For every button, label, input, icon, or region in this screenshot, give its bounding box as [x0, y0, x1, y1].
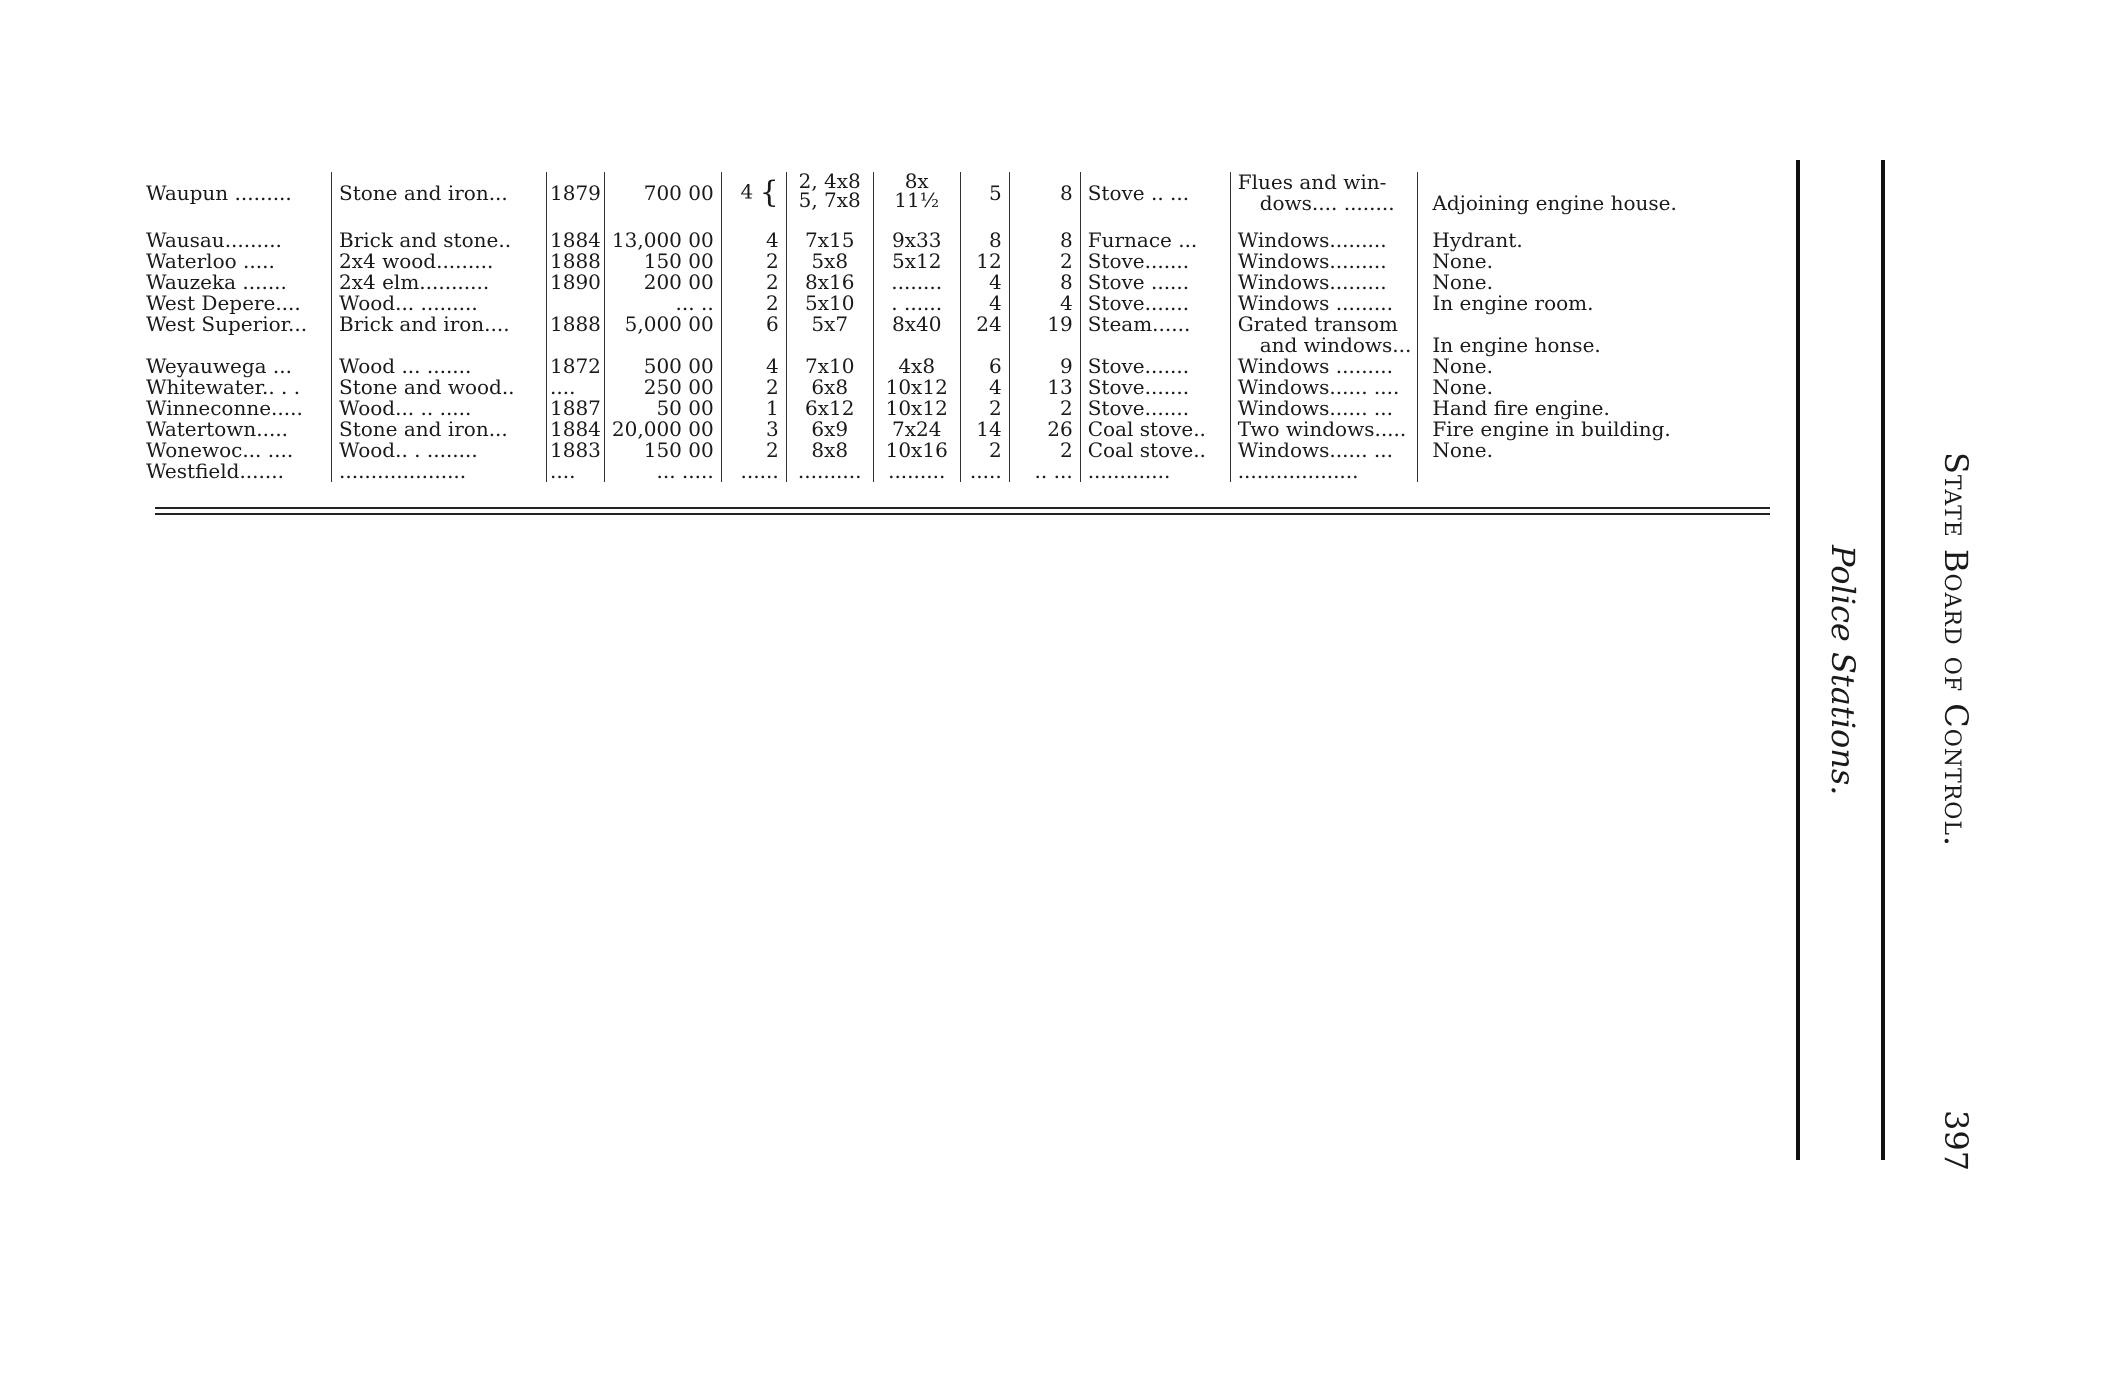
size-b-cell: 10x12 — [873, 377, 960, 398]
heating-cell: Steam...... — [1080, 314, 1230, 356]
count-a-cell: 4 — [960, 293, 1009, 314]
remarks-cell: In engine room. — [1418, 293, 1740, 314]
ventilation-cell: Windows...... ... — [1230, 440, 1418, 461]
remarks-cell: None. — [1418, 272, 1740, 293]
remarks-cell: Adjoining engine house. — [1418, 172, 1740, 216]
count-b-cell: 4 — [1009, 293, 1080, 314]
size-b-cell: 9x33 — [873, 230, 960, 251]
count-a-cell: 14 — [960, 419, 1009, 440]
material-cell: Wood... ......... — [332, 293, 547, 314]
table-bottom-rule-thin — [155, 513, 1770, 515]
size-b-line2: 11½ — [894, 188, 940, 212]
place-cell: Westfield....... — [146, 459, 284, 483]
count-b-cell: 8 — [1009, 172, 1080, 216]
ventilation-cell: Two windows..... — [1230, 419, 1418, 440]
place-cell: West Depere.... — [146, 291, 301, 315]
year-cell: 1888 — [547, 314, 605, 356]
table-row — [142, 172, 1739, 216]
count-a-cell: 12 — [960, 251, 1009, 272]
place-cell: Winneconne..... — [146, 396, 303, 420]
remarks-cell: None. — [1418, 251, 1740, 272]
remarks-cell: None. — [1418, 377, 1740, 398]
size-a-line2: 5, 7x8 — [798, 188, 861, 212]
ventilation-cell: Windows ......... — [1230, 293, 1418, 314]
size-a-cell: 6x8 — [786, 377, 873, 398]
place-cell: Wausau......... — [146, 228, 282, 252]
material-cell: Brick and stone.. — [332, 230, 547, 251]
rooms-cell: 2 — [721, 272, 786, 293]
table-bottom-rule — [155, 507, 1770, 509]
heating-cell: Stove....... — [1080, 398, 1230, 419]
heating-cell: Coal stove.. — [1080, 419, 1230, 440]
rooms-cell: 6 — [721, 314, 786, 356]
material-cell: Brick and iron.... — [332, 314, 547, 356]
material-cell: 2x4 elm........... — [332, 272, 547, 293]
count-a-cell: 5 — [960, 172, 1009, 216]
material-cell: Stone and wood.. — [332, 377, 547, 398]
size-b-cell: . ...... — [873, 293, 960, 314]
ventilation-line2: and windows... — [1259, 333, 1412, 357]
year-cell: 1887 — [547, 398, 605, 419]
rooms-cell: 2 — [721, 293, 786, 314]
ventilation-cell: Windows...... ... — [1230, 398, 1418, 419]
cost-cell: 5,000 00 — [604, 314, 721, 356]
heating-cell: Stove....... — [1080, 251, 1230, 272]
count-a-cell: 6 — [960, 356, 1009, 377]
place-cell: Weyauwega ... — [146, 354, 292, 378]
count-b-cell: 13 — [1009, 377, 1080, 398]
heating-cell: Stove....... — [1080, 377, 1230, 398]
count-b-cell: 2 — [1009, 398, 1080, 419]
cost-cell: 13,000 00 — [604, 230, 721, 251]
size-a-cell — [786, 169, 873, 216]
remarks-cell: Hydrant. — [1418, 230, 1740, 251]
rooms-value: 4 — [740, 179, 754, 204]
heating-cell: ............. — [1080, 461, 1230, 482]
rooms-cell: 2 — [721, 440, 786, 461]
size-a-cell: 5x10 — [786, 293, 873, 314]
year-cell: 1890 — [547, 272, 605, 293]
size-b-cell: ........ — [873, 272, 960, 293]
section-title: Police Stations. — [1824, 545, 1862, 796]
margin-rule-left — [1796, 160, 1800, 1160]
size-a-cell: 5x8 — [786, 251, 873, 272]
margin-rule-right — [1881, 160, 1885, 1160]
rooms-cell — [721, 172, 786, 216]
cost-cell: ... .. — [604, 293, 721, 314]
size-a-cell: 5x7 — [786, 314, 873, 356]
place-cell: Whitewater.. . . — [146, 375, 301, 399]
cost-cell: 150 00 — [604, 251, 721, 272]
ventilation-line1: Flues and win- — [1237, 170, 1387, 194]
year-cell: 1884 — [547, 230, 605, 251]
table-row — [142, 251, 1739, 272]
cost-cell: 200 00 — [604, 272, 721, 293]
size-b-cell: 8x40 — [873, 314, 960, 356]
count-a-cell: 24 — [960, 314, 1009, 356]
count-b-cell: .. ... — [1009, 461, 1080, 482]
size-b-cell: 4x8 — [873, 356, 960, 377]
remarks-cell: None. — [1418, 440, 1740, 461]
material-cell: Stone and iron... — [332, 172, 547, 216]
material-cell: Stone and iron... — [332, 419, 547, 440]
material-cell: Wood ... ....... — [332, 356, 547, 377]
material-cell: .................... — [332, 461, 547, 482]
cost-cell: 150 00 — [604, 440, 721, 461]
count-a-cell: 4 — [960, 377, 1009, 398]
table-row — [142, 377, 1739, 398]
year-cell: 1888 — [547, 251, 605, 272]
size-b-cell — [873, 169, 960, 216]
police-stations-table — [142, 169, 1739, 483]
year-cell: .... — [547, 377, 605, 398]
year-cell — [547, 293, 605, 314]
rooms-cell: 1 — [721, 398, 786, 419]
size-a-cell: 7x10 — [786, 356, 873, 377]
heating-cell: Coal stove.. — [1080, 440, 1230, 461]
rooms-cell: ...... — [721, 461, 786, 482]
place-cell: Watertown..... — [146, 417, 289, 441]
count-b-cell: 2 — [1009, 251, 1080, 272]
ventilation-line1: Grated transom — [1237, 312, 1398, 336]
place-cell: Wauzeka ....... — [146, 270, 287, 294]
remarks-cell: Fire engine in building. — [1418, 419, 1740, 440]
year-cell: 1879 — [547, 172, 605, 216]
year-cell: 1872 — [547, 356, 605, 377]
rooms-cell: 2 — [721, 377, 786, 398]
count-a-cell: 8 — [960, 230, 1009, 251]
remarks-cell: Hand fire engine. — [1418, 398, 1740, 419]
size-a-line1: 2, 4x8 — [798, 169, 861, 193]
size-a-cell: 6x9 — [786, 419, 873, 440]
rooms-cell: 2 — [721, 251, 786, 272]
remarks-cell: None. — [1418, 356, 1740, 377]
rooms-cell: 3 — [721, 419, 786, 440]
ventilation-cell: Windows......... — [1230, 251, 1418, 272]
material-cell: Wood... .. ..... — [332, 398, 547, 419]
ventilation-cell: Windows......... — [1230, 230, 1418, 251]
remarks-cell — [1418, 461, 1740, 482]
running-header: State Board of Control. — [1937, 452, 1975, 848]
cost-cell: ... ..... — [604, 461, 721, 482]
year-cell: .... — [547, 461, 605, 482]
ventilation-cell: Windows...... .... — [1230, 377, 1418, 398]
ventilation-cell — [1230, 314, 1418, 356]
size-a-cell: 8x16 — [786, 272, 873, 293]
size-b-cell: 10x12 — [873, 398, 960, 419]
brace-glyph: { — [759, 175, 779, 210]
table-row — [142, 230, 1739, 251]
count-b-cell: 8 — [1009, 230, 1080, 251]
count-b-cell: 9 — [1009, 356, 1080, 377]
ventilation-cell: ................... — [1230, 461, 1418, 482]
cost-cell: 250 00 — [604, 377, 721, 398]
rooms-cell: 4 — [721, 356, 786, 377]
year-cell: 1883 — [547, 440, 605, 461]
table-row — [142, 440, 1739, 461]
rooms-cell: 4 — [721, 230, 786, 251]
size-b-cell: 5x12 — [873, 251, 960, 272]
count-a-cell: 4 — [960, 272, 1009, 293]
cost-cell: 20,000 00 — [604, 419, 721, 440]
heating-cell: Stove....... — [1080, 356, 1230, 377]
cost-cell: 50 00 — [604, 398, 721, 419]
ventilation-cell: Windows ......... — [1230, 356, 1418, 377]
table-row — [142, 293, 1739, 314]
page-number: 397 — [1937, 1110, 1975, 1172]
heating-cell: Stove .. ... — [1080, 172, 1230, 216]
cost-cell: 500 00 — [604, 356, 721, 377]
place-cell: Waterloo ..... — [146, 249, 275, 273]
table-row — [142, 356, 1739, 377]
size-b-cell: 10x16 — [873, 440, 960, 461]
remarks-cell: In engine honse. — [1418, 314, 1740, 356]
size-b-line1: 8x — [904, 169, 929, 193]
ventilation-cell — [1230, 172, 1418, 216]
table-row — [142, 314, 1739, 356]
size-a-cell: 7x15 — [786, 230, 873, 251]
table-row — [142, 461, 1739, 482]
cost-cell: 700 00 — [604, 172, 721, 216]
size-b-cell: 7x24 — [873, 419, 960, 440]
count-a-cell: 2 — [960, 398, 1009, 419]
table-row — [142, 419, 1739, 440]
place-cell: Wonewoc... .... — [146, 438, 294, 462]
place-cell: Waupun ......... — [146, 180, 292, 205]
place-cell: West Superior... — [146, 312, 308, 336]
year-cell: 1884 — [547, 419, 605, 440]
material-cell: 2x4 wood......... — [332, 251, 547, 272]
count-b-cell: 19 — [1009, 314, 1080, 356]
table-row — [142, 398, 1739, 419]
size-b-cell: ......... — [873, 461, 960, 482]
heating-cell: Stove ...... — [1080, 272, 1230, 293]
heating-cell: Stove....... — [1080, 293, 1230, 314]
count-a-cell: 2 — [960, 440, 1009, 461]
count-b-cell: 8 — [1009, 272, 1080, 293]
size-a-cell: 6x12 — [786, 398, 873, 419]
ventilation-line2: dows.... ........ — [1259, 191, 1395, 215]
count-b-cell: 2 — [1009, 440, 1080, 461]
size-a-cell: 8x8 — [786, 440, 873, 461]
count-b-cell: 26 — [1009, 419, 1080, 440]
table-row — [142, 272, 1739, 293]
material-cell: Wood.. . ........ — [332, 440, 547, 461]
count-a-cell: ..... — [960, 461, 1009, 482]
size-a-cell: .......... — [786, 461, 873, 482]
heating-cell: Furnace ... — [1080, 230, 1230, 251]
ventilation-cell: Windows......... — [1230, 272, 1418, 293]
